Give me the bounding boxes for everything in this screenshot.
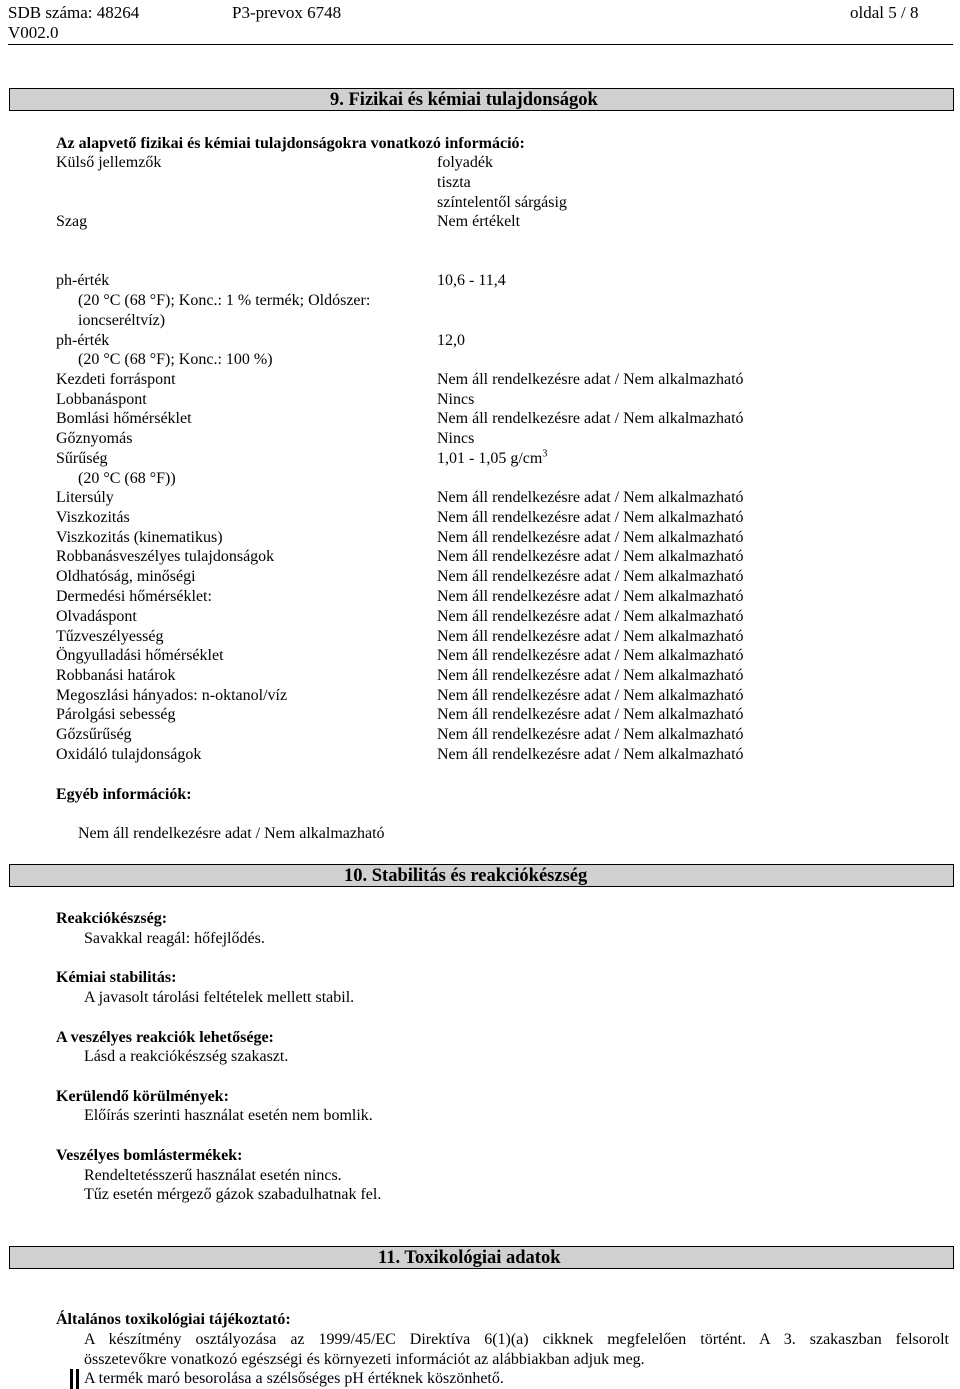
property-label: Öngyulladási hőmérséklet [56,647,224,664]
property-label: Oxidáló tulajdonságok [56,746,202,763]
ph1-condition-1: (20 °C (68 °F); Konc.: 1 % termék; Oldószer: [78,292,371,309]
chemical-stability-text: A javasolt tárolási feltételek mellett stabil. [84,989,355,1006]
property-value: Nem áll rendelkezésre adat / Nem alkalmazható [437,628,744,645]
property-value: Nem áll rendelkezésre adat / Nem alkalmazható [437,489,744,506]
property-value: Nem áll rendelkezésre adat / Nem alkalmazható [437,608,744,625]
appearance-value-1: folyadék [437,154,493,171]
decomposition-products-text-1: Rendeltetésszerű használat esetén nincs. [84,1167,342,1184]
property-value: Nem áll rendelkezésre adat / Nem alkalmazható [437,509,744,526]
section-11-header [9,1246,954,1269]
property-value: Nem áll rendelkezésre adat / Nem alkalmazható [437,746,744,763]
property-label: Olvadáspont [56,608,137,625]
density-label: Sűrűség [56,450,108,467]
decomposition-products-heading: Veszélyes bomlástermékek: [56,1147,243,1164]
appearance-label: Külső jellemzők [56,154,162,171]
section-10-header [9,864,954,887]
reactivity-heading: Reakciókészség: [56,910,168,927]
general-toxicology-heading: Általános toxikológiai tájékoztató: [56,1311,291,1328]
property-label: Dermedési hőmérséklet: [56,588,212,605]
ph1-value: 10,6 - 11,4 [437,272,506,289]
property-label: Gőznyomás [56,430,133,447]
page-number: oldal 5 / 8 [850,3,919,22]
other-info-value: Nem áll rendelkezésre adat / Nem alkalmazható [78,825,385,842]
section-9-header [9,88,954,111]
property-value: Nem áll rendelkezésre adat / Nem alkalmazható [437,687,744,704]
section-9-intro: Az alapvető fizikai és kémiai tulajdonságokra vonatkozó információ: [56,135,525,152]
property-label: Megoszlási hányados: n-oktanol/víz [56,687,288,704]
conditions-to-avoid-heading: Kerülendő körülmények: [56,1088,229,1105]
property-value: Nem áll rendelkezésre adat / Nem alkalmazható [437,529,744,546]
property-label: Robbanásveszélyes tulajdonságok [56,548,275,565]
section-10-title: 10. Stabilitás és reakciókészség [344,866,588,886]
property-value: Nem áll rendelkezésre adat / Nem alkalmazható [437,667,744,684]
property-value: Nem áll rendelkezésre adat / Nem alkalmazható [437,371,744,388]
property-value: Nem áll rendelkezésre adat / Nem alkalmazható [437,568,744,585]
property-value: Nincs [437,391,475,408]
change-marker-bar [76,1369,79,1389]
ph1-condition-2: ioncseréltvíz) [78,312,166,329]
appearance-value-2: tiszta [437,174,471,191]
density-value-text: 1,01 - 1,05 g/cm [437,450,543,467]
property-value: Nem áll rendelkezésre adat / Nem alkalmazható [437,647,744,664]
property-value: Nincs [437,430,475,447]
property-value: Nem áll rendelkezésre adat / Nem alkalmazható [437,588,744,605]
property-value: Nem áll rendelkezésre adat / Nem alkalmazható [437,548,744,565]
section-11-title: 11. Toxikológiai adatok [378,1248,561,1268]
ph2-condition: (20 °C (68 °F); Konc.: 100 %) [78,351,273,368]
version-label: V002.0 [8,23,59,42]
density-condition: (20 °C (68 °F)) [78,470,176,487]
property-value: Nem áll rendelkezésre adat / Nem alkalmazható [437,706,744,723]
property-label: Viszkozitás (kinematikus) [56,529,223,546]
hazardous-reactions-heading: A veszélyes reakciók lehetősége: [56,1029,274,1046]
general-toxicology-line-1: A készítmény osztályozása az 1999/45/EC Direktíva 6(1)(a) cikknek megfelelően történt. A 3. szakaszban felsorolt [84,1331,949,1348]
ph2-label: ph-érték [56,332,110,349]
sdb-number: SDB száma: 48264 [8,3,140,22]
general-toxicology-line-3: A termék maró besorolása a szélsőséges pH értéknek köszönhető. [84,1370,504,1387]
conditions-to-avoid-text: Előírás szerinti használat esetén nem bomlik. [84,1107,373,1124]
property-label: Viszkozitás [56,509,130,526]
odor-value: Nem értékelt [437,213,521,230]
density-value [437,449,547,469]
property-label: Lobbanáspont [56,391,147,408]
property-label: Tűzveszélyesség [56,628,164,645]
property-label: Párolgási sebesség [56,706,176,723]
property-value: Nem áll rendelkezésre adat / Nem alkalmazható [437,410,744,427]
property-label: Robbanási határok [56,667,176,684]
property-label: Oldhatóság, minőségi [56,568,196,585]
property-value: Nem áll rendelkezésre adat / Nem alkalmazható [437,726,744,743]
other-info-heading: Egyéb információk: [56,786,192,803]
chemical-stability-heading: Kémiai stabilitás: [56,969,177,986]
change-marker-bar [70,1369,73,1389]
section-9-title: 9. Fizikai és kémiai tulajdonságok [330,90,598,110]
general-toxicology-line-2: összetevőkre vonatkozó egészségi és környezeti információt az alábbiakban adjuk meg. [84,1351,645,1368]
property-label: Kezdeti forráspont [56,371,176,388]
property-label: Gőzsűrűség [56,726,132,743]
odor-label: Szag [56,213,88,230]
header-divider [8,44,953,45]
product-name: P3-prevox 6748 [232,3,342,22]
appearance-value-3: színtelentől sárgásig [437,194,567,211]
decomposition-products-text-2: Tűz esetén mérgező gázok szabadulhatnak fel. [84,1186,382,1203]
density-unit-exponent: 3 [542,448,548,460]
reactivity-text: Savakkal reagál: hőfejlődés. [84,930,265,947]
ph2-value: 12,0 [437,332,465,349]
property-label: Litersúly [56,489,114,506]
property-label: Bomlási hőmérséklet [56,410,192,427]
ph1-label: ph-érték [56,272,110,289]
hazardous-reactions-text: Lásd a reakciókészség szakaszt. [84,1048,289,1065]
